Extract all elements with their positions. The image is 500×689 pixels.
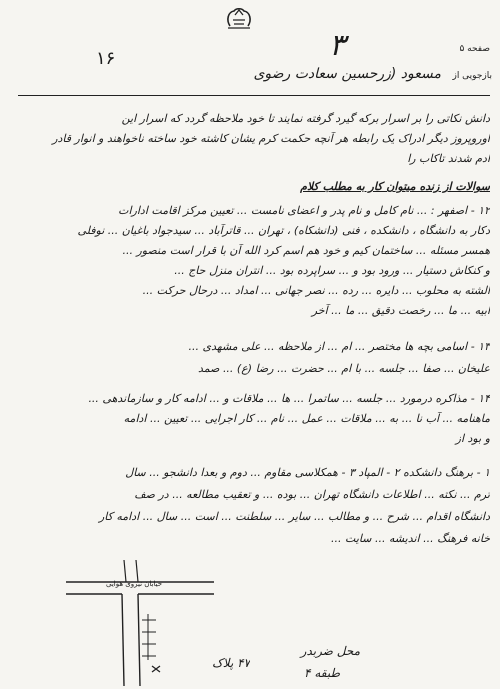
- page-label: صفحه ۵: [459, 44, 490, 54]
- header-subject: مسعود (زرحسین سعادت رضوی: [253, 66, 442, 82]
- q14-line: ماهنامه ... آب نا ... به ... ملاقات ... عمل ... نام ... کار اجرایی ... تعیین ... ادامه: [123, 412, 490, 425]
- plaque-label: ۴۷ پلاک: [212, 656, 250, 670]
- page-number: ۱۶: [96, 48, 116, 69]
- q12-line: ابیه ... ما ... رخصت دقیق ... ما ... آخر: [311, 304, 490, 317]
- list-line: ترم ... نکته ... اطلاعات دانشگاه تهران ... بوده ... و تعقیب مطالعه ... در صف: [134, 488, 490, 501]
- intro-line: ادم شدند تاکاب را: [407, 152, 490, 165]
- list-line: خانه فرهنگ ... اندیشه ... سایت ...: [331, 532, 490, 545]
- document-number: ۳: [329, 28, 346, 63]
- street-label: خیابان نیروی هوایی: [106, 580, 163, 588]
- q14-line: و بود از: [455, 432, 490, 445]
- emblem-icon: [222, 6, 256, 32]
- q13-line: علیخان ... صفا ... جلسه ... با ام ... حضرت ... رضا (ع) ... صمد: [197, 362, 490, 375]
- note-line: طبقه ۴: [304, 666, 340, 680]
- q12-line: دکار به دانشگاه ، دانشکده ، فنی (دانشکاه) ، تهران ... قاترآباد ... سیدجواد باغیان ... نوفلی: [77, 224, 490, 237]
- list-line: دانشگاه اقدام ... شرح ... و مطالب ... سایر ... سلطنت ... است ... سال ... ادامه کار: [99, 510, 490, 523]
- q12-line: و کنکاش دستیار ... ورود بود و ... سراپرده بود ... انتران منزل حاج ...: [174, 264, 490, 277]
- q14-line: ۱۴ - مذاکره درمورد ... جلسه ... ساتمرا ... ها ... ملاقات و ... ادامه کار و سازماندهی ...: [88, 392, 490, 405]
- intro-line: دانش نکاتی را بر اسرار برکه گیرد گرفته نمایند تا خود ملاحظه گردد که اسرار این: [121, 112, 490, 125]
- header-rule: [18, 95, 490, 96]
- q12-line: ۱۲ - اصفهر : ... نام کامل و نام پدر و اعضای نامست ... تعیین مرکز اقامت ادارات: [118, 204, 490, 217]
- section-heading: سوالات از زنده میتوان کار به مطلب کلام: [300, 180, 490, 193]
- list-line: ۱ - برهنگ دانشکده ۲ - المپاد ۳ - همکلاسی مقاوم ... دوم و بعدا دانشجو ... سال: [125, 466, 490, 479]
- interrogation-header: [170, 66, 492, 82]
- note-line: محل ضربدر: [300, 644, 360, 658]
- q13-line: ۱۳ - اسامی بچه ها مختصر ... ام ... از ملاحظه ... علی مشهدی ...: [188, 340, 490, 353]
- q12-line: همسر مسئله ... ساختمان کیم و خود هم اسم کرد الله آن با قرار است منصور ...: [122, 244, 490, 257]
- header-label: بازجویی از: [452, 71, 492, 81]
- intro-line: اوروپروز دیگر ادراک یک رابطه هر آنچه حکمت کرم یشان کاشته خود ساخته ناخواهند و انوار قادر: [52, 132, 490, 145]
- q12-line: الشته به محلوب ... دایره ... رده ... نصر جهانی ... امداد ... درحال حرکت ...: [142, 284, 490, 297]
